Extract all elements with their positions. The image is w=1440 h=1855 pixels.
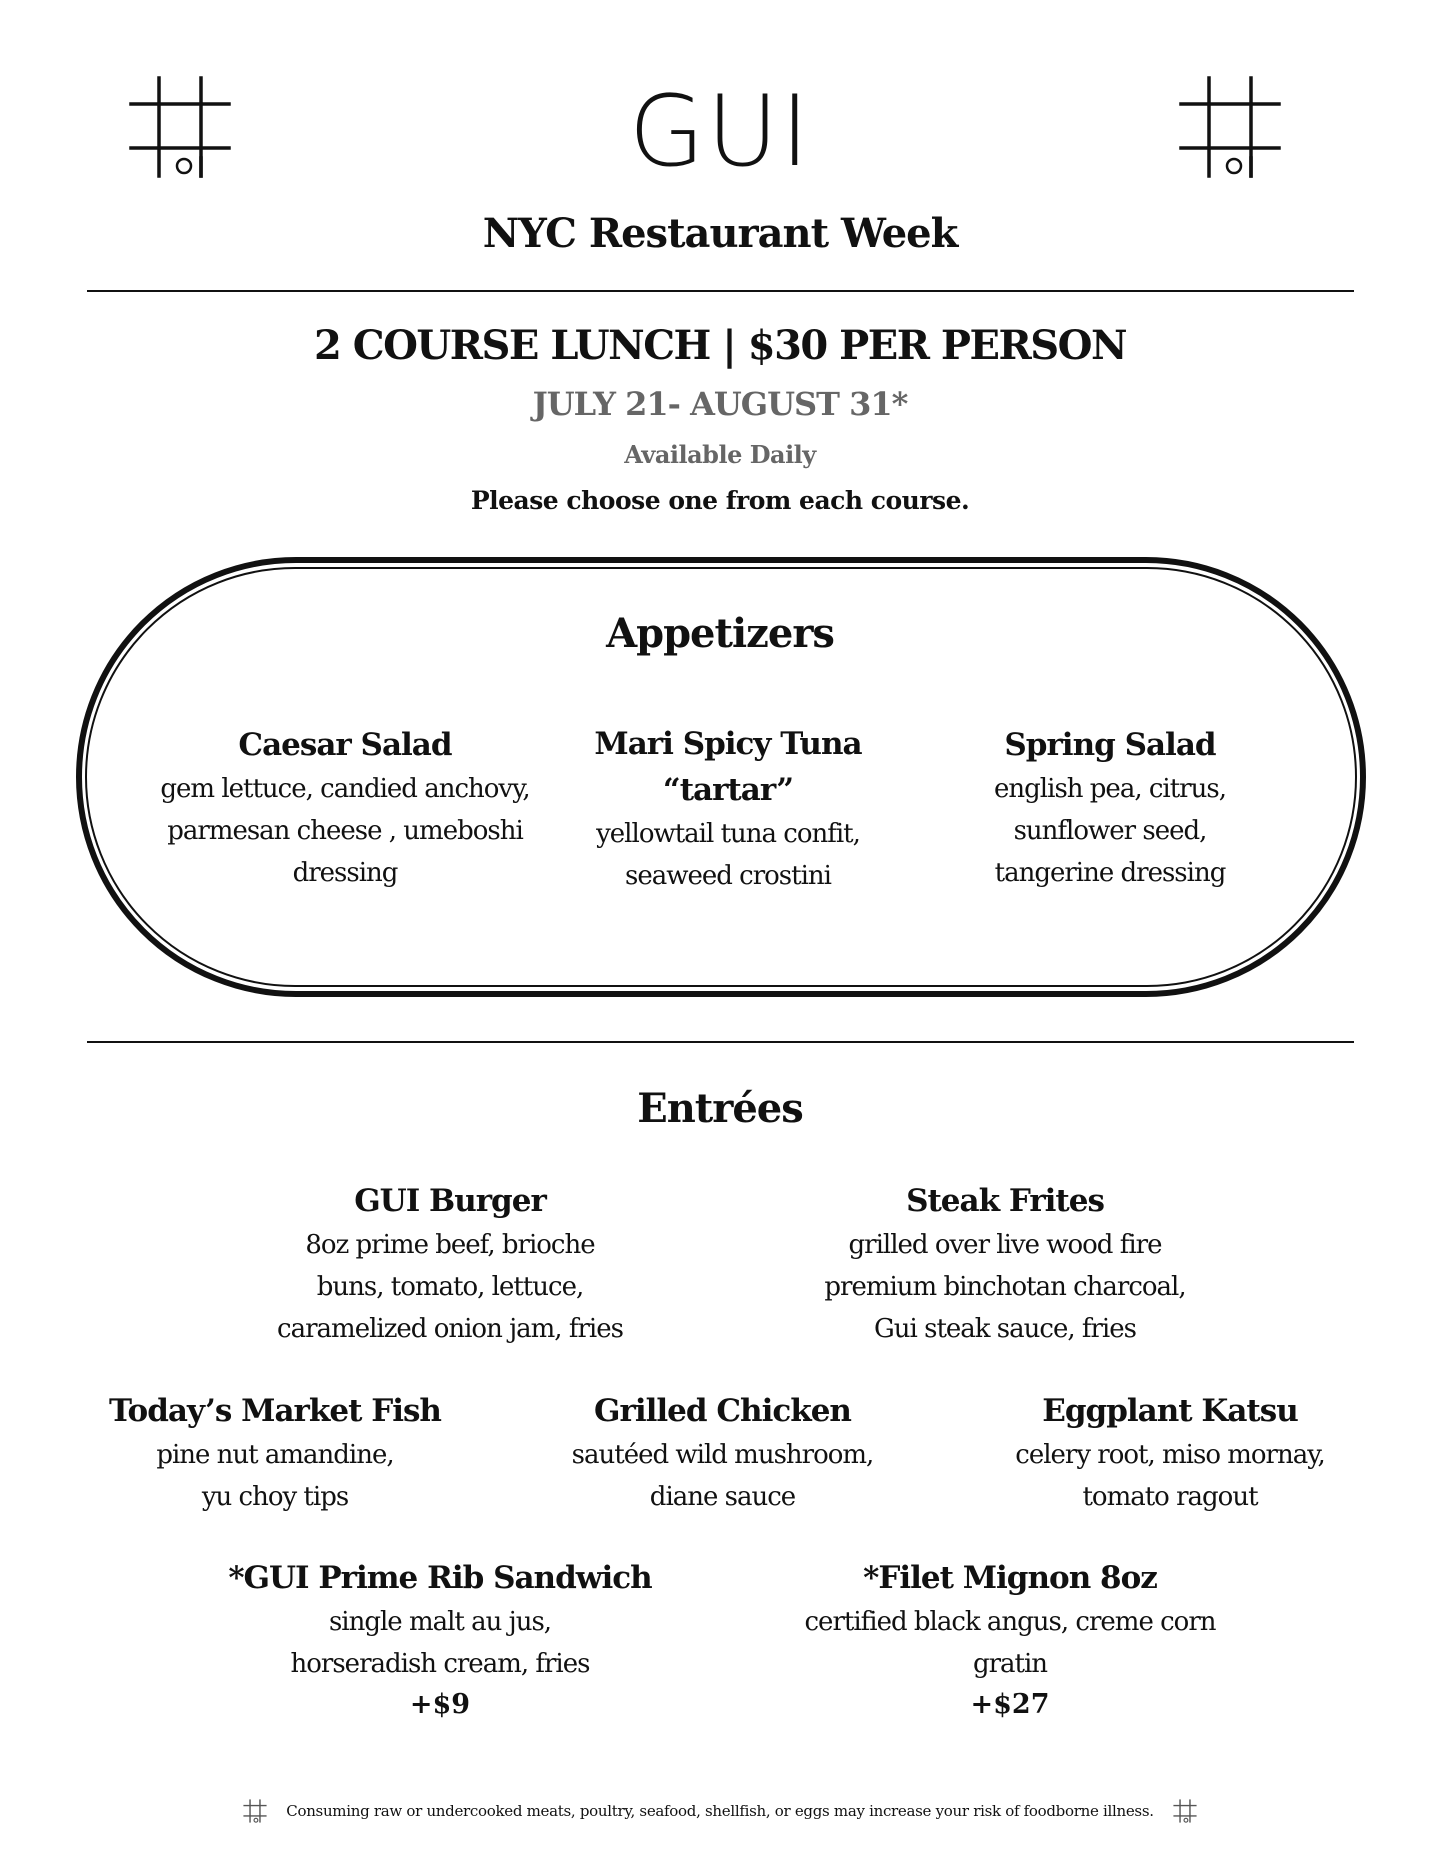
item-desc: diane sauce (649, 1482, 796, 1512)
offer-instruction: Please choose one from each course. (470, 486, 970, 515)
item-name: Steak Frites (906, 1183, 1104, 1219)
item-name: GUI Burger (354, 1183, 546, 1219)
item-name: Spring Salad (1004, 727, 1216, 763)
menu-item (910, 722, 1310, 894)
item-desc: sautéed wild mushroom, (571, 1440, 874, 1470)
item-surcharge: +$27 (970, 1689, 1050, 1720)
item-desc: 8oz prime beef, brioche (305, 1230, 595, 1260)
item-desc: parmesan cheese , umeboshi (167, 816, 523, 846)
menu-item (210, 1555, 670, 1725)
item-name-line2: “tartar” (662, 772, 794, 808)
item-desc: yellowtail tuna confit, (596, 819, 860, 849)
item-surcharge: +$9 (409, 1689, 471, 1720)
menu-item (790, 1555, 1230, 1725)
item-desc: gem lettuce, candied anchovy, (160, 774, 530, 804)
item-desc: certified black angus, creme corn (804, 1607, 1216, 1637)
hashtag-logo-icon (242, 1798, 268, 1824)
item-name: Caesar Salad (238, 727, 452, 763)
menu-item (980, 1388, 1360, 1518)
menu-item (250, 1178, 650, 1350)
appetizers-title: Appetizers (606, 610, 834, 657)
item-desc: tangerine dressing (994, 858, 1226, 888)
item-desc: caramelized onion jam, fries (277, 1314, 623, 1344)
menu-item (530, 1388, 915, 1518)
item-name: *Filet Mignon 8oz (863, 1560, 1157, 1596)
item-desc: buns, tomato, lettuce, (316, 1272, 584, 1302)
item-desc: sunflower seed, (1013, 816, 1207, 846)
item-desc: dressing (292, 858, 398, 888)
item-name: Eggplant Katsu (1042, 1393, 1298, 1429)
item-name: Today’s Market Fish (109, 1393, 441, 1429)
item-desc: Gui steak sauce, fries (874, 1314, 1136, 1344)
brand-logo: GUI (628, 75, 812, 189)
item-name: *GUI Prime Rib Sandwich (228, 1560, 652, 1596)
menu-item (805, 1178, 1205, 1350)
entrees-title: Entrées (637, 1085, 803, 1132)
divider (87, 1041, 1354, 1043)
menu-item (528, 721, 928, 897)
item-desc: horseradish cream, fries (290, 1649, 590, 1679)
item-desc: yu choy tips (201, 1482, 349, 1512)
menu-item (80, 1388, 470, 1518)
item-desc: celery root, miso mornay, (1015, 1440, 1325, 1470)
item-name: Mari Spicy Tuna (594, 726, 862, 762)
divider (87, 290, 1354, 292)
item-desc: tomato ragout (1082, 1482, 1258, 1512)
footer (0, 1798, 1440, 1824)
item-desc: gratin (972, 1649, 1048, 1679)
offer-title: 2 COURSE LUNCH | $30 PER PERSON (313, 322, 1127, 369)
item-desc: english pea, citrus, (994, 774, 1226, 804)
item-desc: grilled over live wood fire (848, 1230, 1162, 1260)
menu-item (145, 722, 545, 894)
item-desc: single malt au jus, (328, 1607, 552, 1637)
offer-availability: Available Daily (624, 440, 816, 469)
hashtag-logo-icon (1172, 1798, 1198, 1824)
item-name: Grilled Chicken (594, 1393, 851, 1429)
food-safety-disclaimer: Consuming raw or undercooked meats, poultry, seafood, shellfish, or eggs may increase your risk of foodborne illness. (286, 1802, 1154, 1820)
item-desc: seaweed crostini (625, 861, 831, 891)
offer-dates: JULY 21- AUGUST 31* (532, 385, 908, 423)
item-desc: premium binchotan charcoal, (824, 1272, 1186, 1302)
page-subtitle: NYC Restaurant Week (482, 210, 958, 257)
item-desc: pine nut amandine, (156, 1440, 394, 1470)
